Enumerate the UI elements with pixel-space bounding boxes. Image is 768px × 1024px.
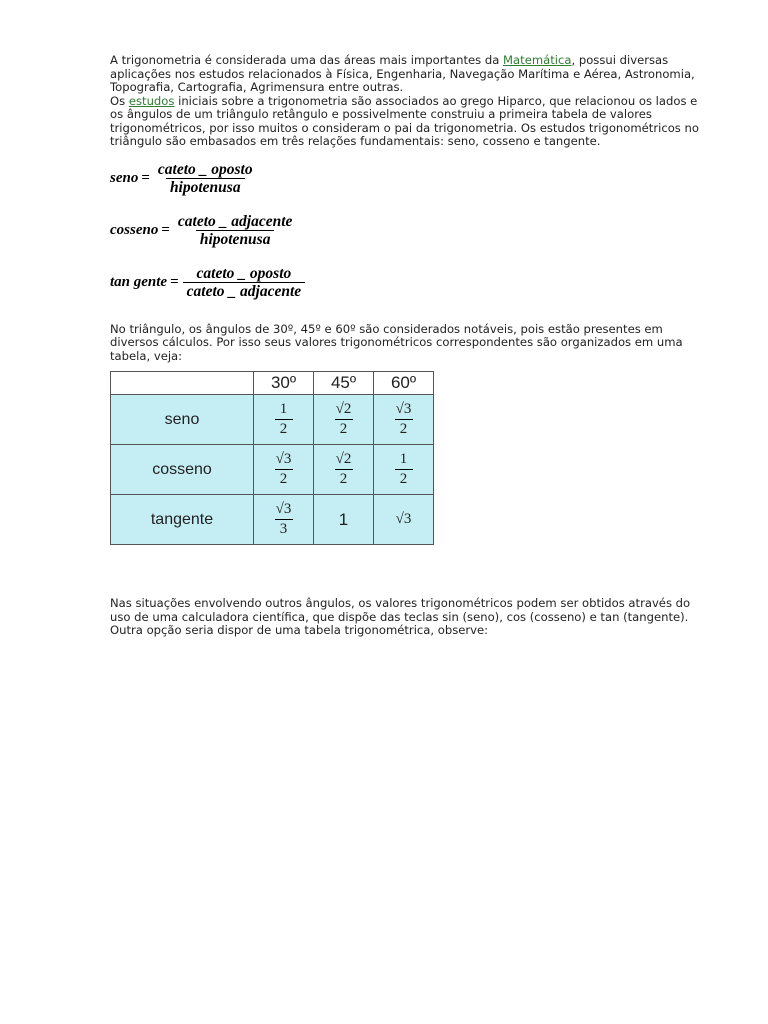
equals-sign: =: [161, 221, 170, 238]
formula-seno: [110, 153, 710, 205]
formula-lhs: cosseno: [110, 221, 159, 238]
value-cell: $\frac{√2}{2}$: [314, 445, 374, 495]
fraction: [154, 163, 257, 194]
formula-cosseno: [110, 205, 710, 257]
fraction: [183, 267, 306, 298]
fraction: [174, 215, 297, 246]
value-cell: 1: [314, 495, 374, 545]
estudos-link[interactable]: estudos: [128, 93, 175, 108]
trig-values-table: [110, 371, 434, 545]
value-cell: $\frac{√2}{2}$: [314, 395, 374, 445]
equals-sign: =: [170, 273, 179, 290]
denominator: cateto _ adjacente: [183, 282, 306, 299]
intro-paragraph-1: A trigonometria é considerada uma das áreas mais importantes da Matemática, possui diversas aplicações nos estudos relacionados à Física, Engenharia, Navegação Marítima e Aérea, Astronomia, Topografia, Cartografia, Agrimensura entre outras.: [110, 53, 695, 94]
formula-tangente: [110, 257, 710, 309]
value-cell: $\frac{√3}{3}$: [254, 495, 314, 545]
table-row-cosseno: [111, 445, 434, 495]
denominator: hipotenusa: [166, 178, 245, 195]
row-label: tangente: [111, 495, 254, 545]
notable-angles-paragraph: No triângulo, os ângulos de 30º, 45º e 60º são considerados notáveis, pois estão presentes em diversos cálculos. Por isso seus valores trigonométricos correspondentes são organizados em uma tabela, veja:: [110, 321, 683, 363]
intro-paragraph-2: Os estudos iniciais sobre a trigonometria são associados ao grego Hiparco, que relacionou os lados e os ângulos de um triângulo retângulo e possivelmente construiu a primeira tabela de valores trigonométricos, por isso muitos o consideram o pai da trigonometria. Os estudos trigonométricos no triângulo são embasados em três relações fundamentais: seno, cosseno e tangente.: [110, 93, 699, 148]
header-30: 30º: [254, 372, 314, 395]
numerator: cateto _ oposto: [157, 161, 253, 178]
header-60: 60º: [374, 372, 434, 395]
formula-lhs: tan gente: [110, 273, 168, 290]
numerator: cateto _ adjacente: [177, 213, 293, 230]
row-label: cosseno: [111, 445, 254, 495]
trig-formulas: [110, 153, 710, 309]
matematica-link[interactable]: Matemática: [503, 53, 572, 67]
equals-sign: =: [141, 169, 150, 186]
table-header-row: [111, 372, 434, 395]
value-cell: $\frac{√3}{2}$: [374, 395, 434, 445]
value-cell: √3: [374, 495, 434, 545]
value-cell: $\frac{√3}{2}$: [254, 445, 314, 495]
numerator: cateto _ oposto: [196, 265, 292, 282]
value-cell: $\frac{1}{2}$: [374, 445, 434, 495]
table-corner-cell: [111, 372, 254, 395]
formula-lhs: seno: [110, 169, 139, 186]
header-45: 45º: [314, 372, 374, 395]
table-row-tangente: [111, 495, 434, 545]
table-row-seno: [111, 395, 434, 445]
document-body: [110, 54, 710, 638]
row-label: seno: [111, 395, 254, 445]
outro-paragraph: Nas situações envolvendo outros ângulos, os valores trigonométricos podem ser obtidos através do uso de uma calculadora científica, que dispõe das teclas sin (seno), cos (cosseno) e tan (tangente). Outra opção seria dispor de uma tabela trigonométrica, observe:: [110, 596, 691, 637]
value-cell: $\frac{1}{2}$: [254, 395, 314, 445]
denominator: hipotenusa: [196, 230, 275, 247]
